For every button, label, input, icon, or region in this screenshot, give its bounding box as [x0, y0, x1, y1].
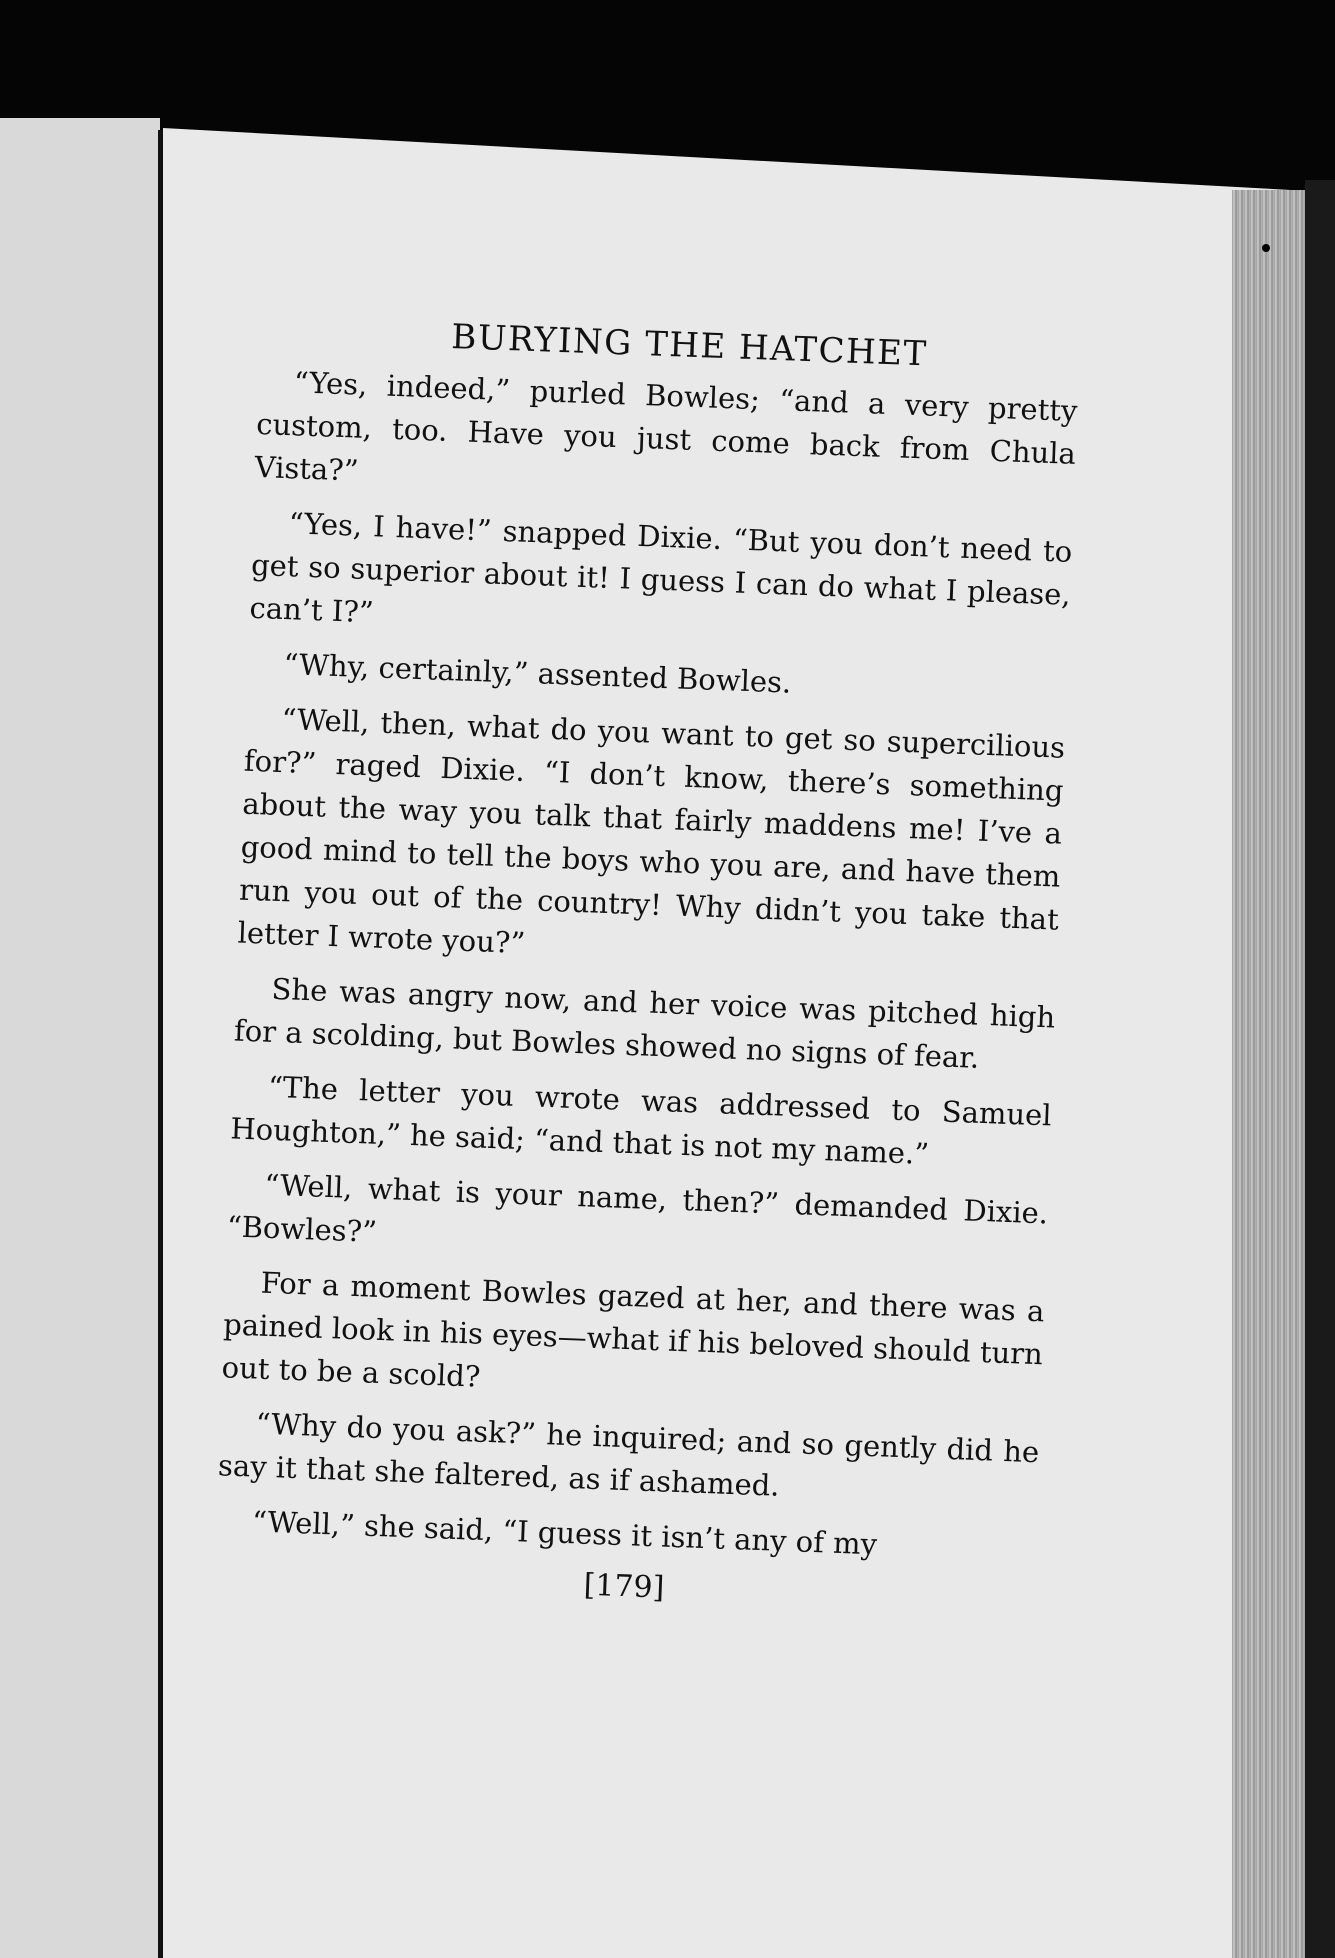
paragraph: “Well, what is your name, then?” demanded Dixie. “Bowles?” [226, 1167, 1049, 1249]
paragraph: “Yes, I have!” snapped Dixie. “But you don’t need to get so superior about it! I guess I can do what I please, can’t I?” [248, 506, 1073, 630]
page-number: [179] [583, 1567, 665, 1606]
paragraph: She was angry now, and her voice was pitched high for a scolding, but Bowles showed no signs of fear. [233, 971, 1056, 1075]
page-text [214, 270, 1082, 1619]
paragraph: “Well, then, what do you want to get so supercilious for?” raged Dixie. “I don’t know, there’s something about the way you talk that fairly maddens me! I’ve a good mind to tell the boys who you are, and have them run you out of the country! Why didn’t you take that letter I wrote you?” [237, 702, 1066, 961]
paragraph: “Why, certainly,” assented Bowles. [282, 647, 792, 700]
running-head: BURYING THE HATCHET [450, 317, 929, 375]
dust-speck [1262, 244, 1270, 252]
left-page-edge [0, 118, 160, 1958]
book-gutter [158, 130, 163, 1958]
paragraph: “Why do you ask?” he inquired; and so gently did he say it that she faltered, as if ashamed. [217, 1406, 1040, 1503]
page-edge-shadow [1305, 180, 1335, 1958]
paragraph: “The letter you wrote was addressed to Samuel Houghton,” he said; “and that is not my name.” [229, 1069, 1053, 1172]
paragraph: “Well,” she said, “I guess it isn’t any of my [251, 1504, 878, 1562]
paragraph: “Yes, indeed,” purled Bowles; “and a very pretty custom, too. Have you just come back from Chula Vista?” [254, 365, 1079, 488]
paragraph: For a moment Bowles gazed at her, and there was a pained look in his eyes—what if his beloved should turn out to be a scold? [221, 1265, 1045, 1394]
